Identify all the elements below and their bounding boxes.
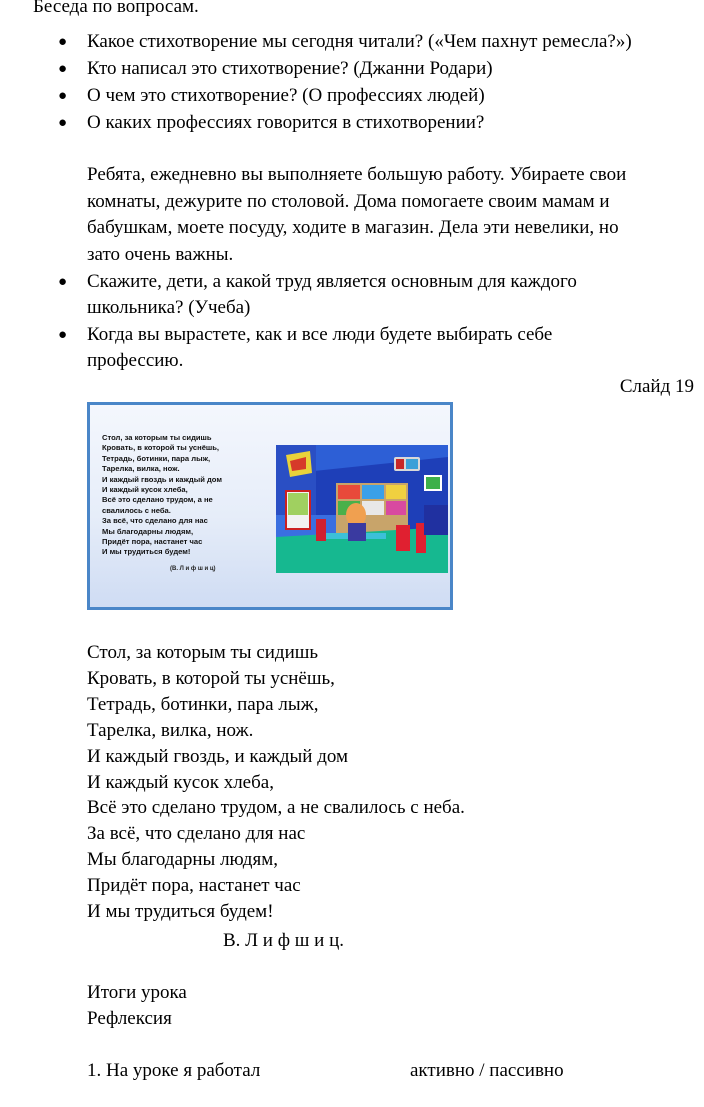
poem <box>87 640 465 925</box>
slide-author: (В. Л и ф ш и ц) <box>170 566 216 572</box>
slide-poem-line: Тетрадь, ботинки, пара лыж, <box>102 453 211 463</box>
poem-line: Тарелка, вилка, нож. <box>87 719 254 741</box>
slide-poem-line: Стол, за которым ты сидишь <box>102 433 212 442</box>
question-item: Какое стихотворение мы сегодня читали? («Чем пахнут ремесла?») <box>87 31 632 52</box>
question-item: Кто написал это стихотворение? (Джанни Родари) <box>87 58 493 79</box>
question-item: Когда вы вырастете, как и все люди будете выбирать себе <box>87 324 553 345</box>
slide-image <box>87 402 453 610</box>
poem-line: И каждый гвоздь, и каждый дом <box>87 745 349 767</box>
question-item: Скажите, дети, а какой труд является основным для каждого <box>87 271 577 292</box>
bullet-icon: ● <box>58 115 68 131</box>
poem-line: И каждый кусок хлеба, <box>87 771 274 793</box>
poem-line: Тетрадь, ботинки, пара лыж, <box>87 693 319 715</box>
question-item-cont: профессию. <box>87 350 184 371</box>
bullet-icon: ● <box>58 88 68 104</box>
poem-line: Всё это сделано трудом, а не свалилось с неба. <box>87 797 465 819</box>
slide-poem-line: И каждый гвоздь и каждый дом <box>102 474 222 484</box>
bullet-icon: ● <box>58 327 68 343</box>
reflection-options: активно / пассивно <box>410 1060 564 1081</box>
bullet-icon: ● <box>58 61 68 77</box>
paragraph-line: Ребята, ежедневно вы выполняете большую работу. Убираете свои <box>87 164 627 185</box>
slide-poem-line: Придёт пора, настанет час <box>102 537 203 547</box>
paragraph-line: зато очень важны. <box>87 244 234 265</box>
slide-poem-line: И каждый кусок хлеба, <box>102 485 188 495</box>
poem-line: Стол, за которым ты сидишь <box>87 642 319 663</box>
question-item: О чем это стихотворение? (О профессиях людей) <box>87 85 485 106</box>
paragraph-line: бабушкам, моете посуду, ходите в магазин. Дела эти невелики, но <box>87 217 619 238</box>
poem-line: Придёт пора, настанет час <box>87 875 301 897</box>
slide-label: Слайд 19 <box>619 376 694 397</box>
slide-poem-line: Тарелка, вилка, нож. <box>102 464 180 474</box>
question-item-cont: школьника? (Учеба) <box>87 297 251 318</box>
slide-poem <box>102 433 260 558</box>
paragraph-line: комнаты, дежурите по столовой. Дома помогаете своим мамам и <box>87 191 610 212</box>
slide-poem-line: Всё это сделано трудом, а не <box>102 495 213 505</box>
reflection-question: 1. На уроке я работал <box>87 1060 261 1081</box>
poem-line: Мы благодарны людям, <box>87 849 278 871</box>
section-heading: Беседа по вопросам. <box>33 0 199 17</box>
lesson-summary <box>87 980 187 1032</box>
question-item: О каких профессиях говорится в стихотворении? <box>87 112 485 133</box>
bullet-icon: ● <box>58 34 68 50</box>
bullet-icon: ● <box>58 274 68 290</box>
slide-poem-line: За всё, что сделано для нас <box>102 516 208 526</box>
poem-line: Кровать, в которой ты уснёшь, <box>87 667 335 689</box>
poem-line: За всё, что сделано для нас <box>87 823 306 845</box>
slide-poem-line: свалилось с неба. <box>102 505 171 515</box>
summary-line: Итоги урока <box>87 982 187 1003</box>
slide-poem-line: Мы благодарны людям, <box>102 526 194 536</box>
poem-line: И мы трудиться будем! <box>87 901 274 923</box>
slide-poem-line: И мы трудиться будем! <box>102 547 191 557</box>
slide-poem-line: Кровать, в которой ты уснёшь, <box>102 443 220 453</box>
poem-author: В. Л и ф ш и ц. <box>223 930 345 951</box>
classroom-photo <box>276 445 448 573</box>
summary-line: Рефлексия <box>87 1008 172 1029</box>
